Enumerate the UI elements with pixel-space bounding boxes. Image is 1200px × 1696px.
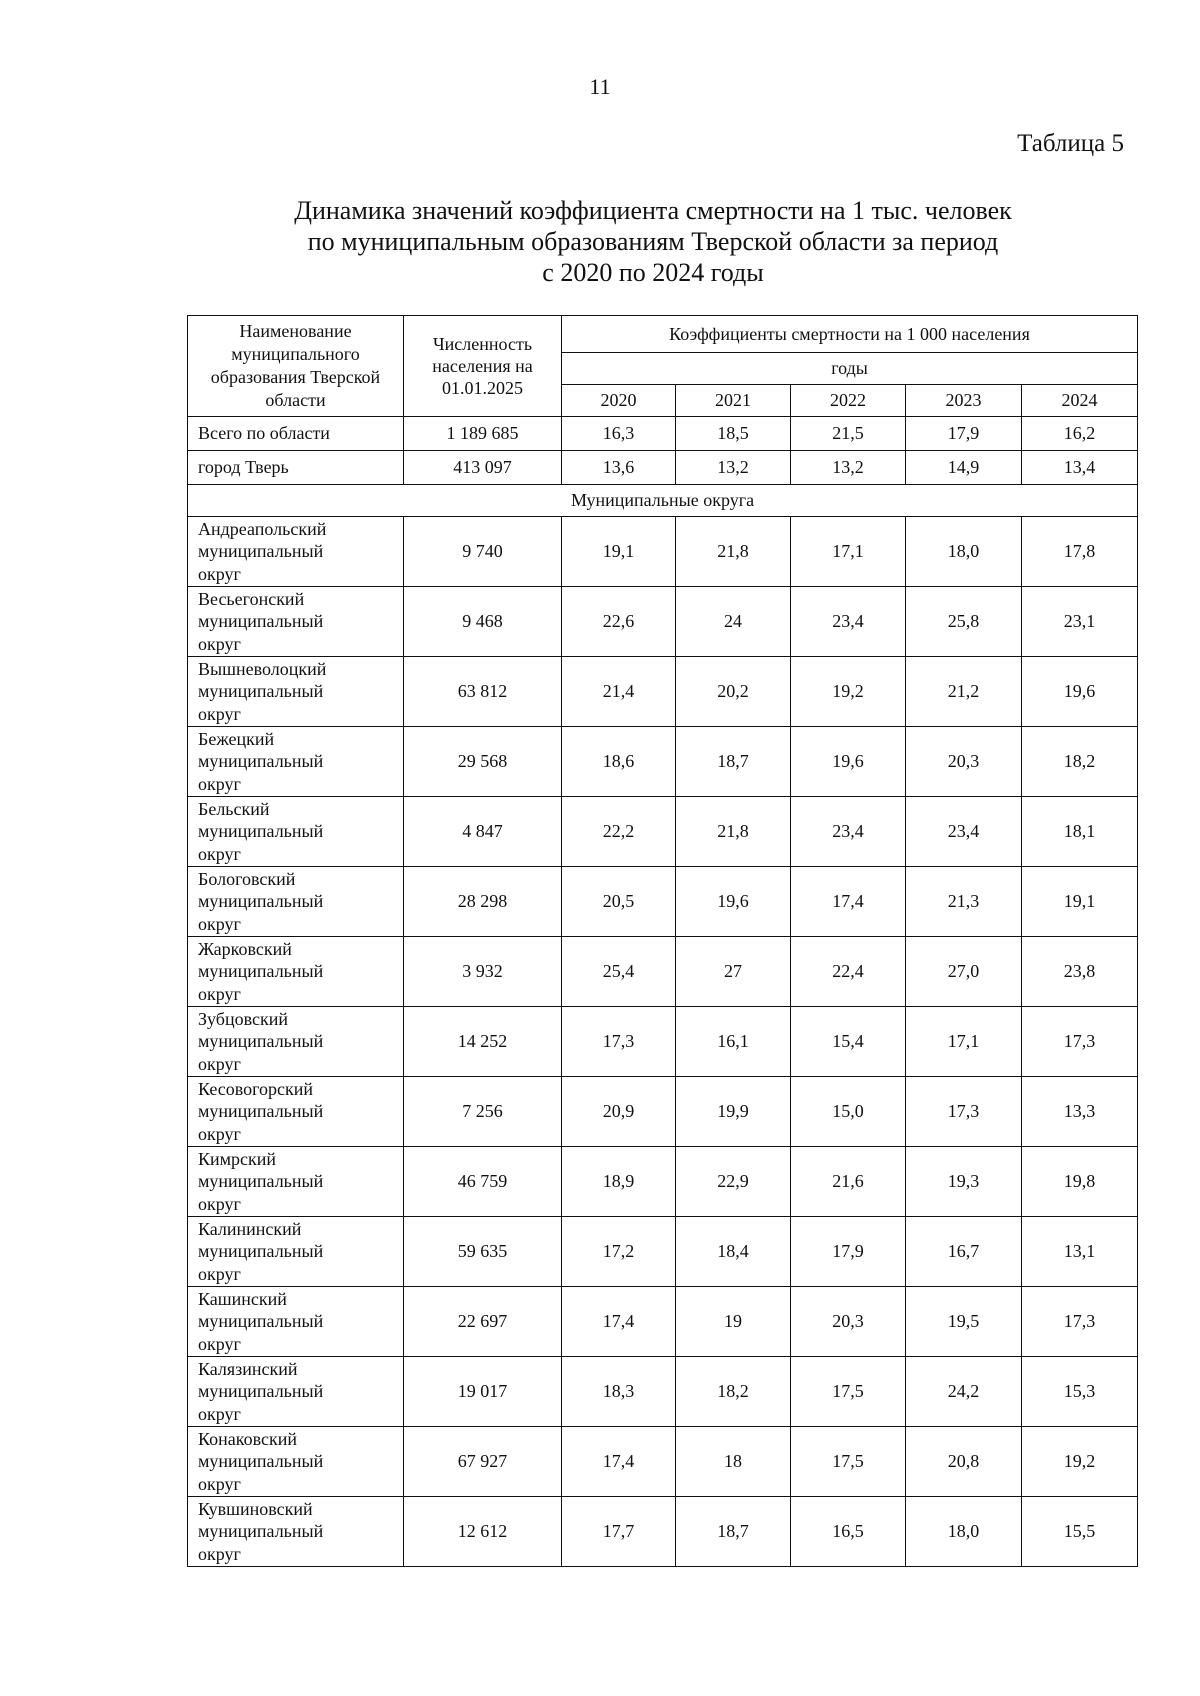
district-name-line: Кимрский [198, 1148, 277, 1169]
district-name-line: Бологовский [198, 868, 296, 889]
district-name-line: Жарковский [198, 938, 292, 959]
row-value: 21,6 [791, 1147, 906, 1217]
column-header-population: Численность населения на 01.01.2025 [404, 316, 562, 417]
district-type-line: муниципальный [198, 1101, 324, 1122]
table-row [188, 517, 1138, 587]
district-type-line: округ [198, 773, 241, 794]
row-value: 20,5 [562, 867, 676, 937]
district-type-line: муниципальный [198, 961, 324, 982]
row-value: 13,1 [1022, 1217, 1138, 1287]
row-value: 18,5 [676, 417, 791, 451]
row-value: 17,5 [791, 1427, 906, 1497]
row-value: 17,2 [562, 1217, 676, 1287]
row-value: 25,8 [906, 587, 1022, 657]
column-header-name: Наименование муниципального образования Тверской области [188, 316, 404, 417]
row-value: 21,8 [676, 797, 791, 867]
row-value: 17,3 [562, 1007, 676, 1077]
district-name-line: Бежецкий [198, 728, 275, 749]
table-row [188, 797, 1138, 867]
row-value: 22,2 [562, 797, 676, 867]
row-value: 19,2 [791, 657, 906, 727]
district-type-line: округ [198, 1123, 241, 1144]
row-value: 18,2 [1022, 727, 1138, 797]
district-name [188, 657, 404, 727]
table-row [188, 727, 1138, 797]
table-row [188, 1147, 1138, 1217]
district-type-line: округ [198, 843, 241, 864]
row-value: 19,5 [906, 1287, 1022, 1357]
district-name-line: Кашинский [198, 1288, 287, 1309]
row-value: 19,6 [1022, 657, 1138, 727]
district-name-line: Кувшиновский [198, 1498, 313, 1519]
row-population: 7 256 [404, 1077, 562, 1147]
table-row [188, 1077, 1138, 1147]
row-value: 17,4 [791, 867, 906, 937]
district-name-line: Весьегонский [198, 588, 305, 609]
title-line: по муниципальным образованиям Тверской области за период [307, 227, 999, 256]
row-value: 27,0 [906, 937, 1022, 1007]
row-value: 16,1 [676, 1007, 791, 1077]
table-label: Таблица 5 [1017, 130, 1124, 157]
district-type-line: муниципальный [198, 611, 324, 632]
row-value: 23,1 [1022, 587, 1138, 657]
row-value: 17,1 [791, 517, 906, 587]
row-population: 46 759 [404, 1147, 562, 1217]
row-value: 18,0 [906, 517, 1022, 587]
district-type-line: муниципальный [198, 751, 324, 772]
district-type-line: округ [198, 1263, 241, 1284]
column-header-years-label: годы [562, 353, 1138, 385]
row-value: 19,8 [1022, 1147, 1138, 1217]
row-value: 17,3 [1022, 1287, 1138, 1357]
row-population: 22 697 [404, 1287, 562, 1357]
table-row [188, 937, 1138, 1007]
page-number: 11 [589, 74, 611, 99]
row-value: 17,1 [906, 1007, 1022, 1077]
row-value: 15,4 [791, 1007, 906, 1077]
row-value: 15,3 [1022, 1357, 1138, 1427]
district-type-line: округ [198, 983, 241, 1004]
row-value: 22,6 [562, 587, 676, 657]
table-row [188, 1007, 1138, 1077]
column-header-year: 2022 [791, 385, 906, 417]
district-type-line: муниципальный [198, 821, 324, 842]
district-name-line: Зубцовский [198, 1008, 288, 1029]
row-value: 17,3 [1022, 1007, 1138, 1077]
district-type-line: муниципальный [198, 1381, 324, 1402]
district-type-line: муниципальный [198, 541, 324, 562]
row-population: 14 252 [404, 1007, 562, 1077]
district-type-line: округ [198, 1403, 241, 1424]
row-population: 3 932 [404, 937, 562, 1007]
district-name-line: Кесовогорский [198, 1078, 314, 1099]
row-value: 13,6 [562, 451, 676, 485]
row-value: 19,6 [676, 867, 791, 937]
row-value: 18 [676, 1427, 791, 1497]
table-row [188, 417, 1138, 451]
row-population: 29 568 [404, 727, 562, 797]
district-name [188, 517, 404, 587]
row-value: 15,5 [1022, 1497, 1138, 1567]
district-name [188, 797, 404, 867]
district-name [188, 727, 404, 797]
row-value: 19,1 [1022, 867, 1138, 937]
row-value: 24,2 [906, 1357, 1022, 1427]
table-row [188, 1427, 1138, 1497]
district-type-line: округ [198, 633, 241, 654]
row-value: 18,3 [562, 1357, 676, 1427]
row-population: 1 189 685 [404, 417, 562, 451]
row-value: 18,6 [562, 727, 676, 797]
row-value: 20,9 [562, 1077, 676, 1147]
district-name-line: Вышневолоцкий [198, 658, 327, 679]
row-value: 20,3 [791, 1287, 906, 1357]
district-name-line: Калязинский [198, 1358, 298, 1379]
row-value: 17,9 [906, 417, 1022, 451]
district-name [188, 1427, 404, 1497]
row-value: 13,3 [1022, 1077, 1138, 1147]
row-value: 20,2 [676, 657, 791, 727]
title-line: Динамика значений коэффициента смертности на 1 тыс. человек [294, 196, 1012, 225]
row-value: 18,4 [676, 1217, 791, 1287]
row-population: 4 847 [404, 797, 562, 867]
district-name [188, 1217, 404, 1287]
district-name [188, 1497, 404, 1567]
row-value: 23,4 [791, 587, 906, 657]
district-type-line: округ [198, 703, 241, 724]
row-value: 21,4 [562, 657, 676, 727]
district-name-line: Андреапольский [198, 518, 327, 539]
row-value: 20,3 [906, 727, 1022, 797]
row-value: 18,2 [676, 1357, 791, 1427]
row-value: 17,9 [791, 1217, 906, 1287]
column-header-year: 2024 [1022, 385, 1138, 417]
row-value: 16,3 [562, 417, 676, 451]
column-header-year: 2021 [676, 385, 791, 417]
row-value: 19,3 [906, 1147, 1022, 1217]
row-value: 17,8 [1022, 517, 1138, 587]
district-type-line: округ [198, 563, 241, 584]
district-name-line: Бельский [198, 798, 270, 819]
district-type-line: муниципальный [198, 1171, 324, 1192]
district-type-line: округ [198, 1543, 241, 1564]
district-type-line: округ [198, 1053, 241, 1074]
section-row [188, 485, 1138, 517]
row-value: 19,6 [791, 727, 906, 797]
district-type-line: округ [198, 1333, 241, 1354]
row-value: 17,3 [906, 1077, 1022, 1147]
district-name-line: Конаковский [198, 1428, 297, 1449]
table-row [188, 1497, 1138, 1567]
district-type-line: муниципальный [198, 1241, 324, 1262]
title-line: с 2020 по 2024 годы [542, 258, 764, 287]
table-row [188, 1217, 1138, 1287]
district-type-line: округ [198, 1193, 241, 1214]
district-type-line: муниципальный [198, 1521, 324, 1542]
row-value: 17,4 [562, 1427, 676, 1497]
row-value: 18,9 [562, 1147, 676, 1217]
district-name-line: Калининский [198, 1218, 302, 1239]
district-type-line: муниципальный [198, 891, 324, 912]
table-row [188, 1357, 1138, 1427]
row-value: 18,7 [676, 1497, 791, 1567]
district-name [188, 1287, 404, 1357]
mortality-table [187, 315, 1138, 1567]
district-name [188, 867, 404, 937]
row-value: 21,8 [676, 517, 791, 587]
row-value: 18,7 [676, 727, 791, 797]
row-value: 24 [676, 587, 791, 657]
row-population: 413 097 [404, 451, 562, 485]
row-value: 18,1 [1022, 797, 1138, 867]
district-type-line: муниципальный [198, 1311, 324, 1332]
row-value: 17,4 [562, 1287, 676, 1357]
row-value: 19,1 [562, 517, 676, 587]
column-header-year: 2023 [906, 385, 1022, 417]
row-value: 19,9 [676, 1077, 791, 1147]
row-population: 9 740 [404, 517, 562, 587]
column-header-year: 2020 [562, 385, 676, 417]
row-value: 16,5 [791, 1497, 906, 1567]
row-value: 15,0 [791, 1077, 906, 1147]
row-name: город Тверь [188, 451, 404, 485]
table-row [188, 657, 1138, 727]
row-value: 14,9 [906, 451, 1022, 485]
row-population: 59 635 [404, 1217, 562, 1287]
row-value: 13,2 [676, 451, 791, 485]
district-name [188, 587, 404, 657]
row-value: 21,3 [906, 867, 1022, 937]
row-value: 19 [676, 1287, 791, 1357]
district-name [188, 1147, 404, 1217]
row-value: 21,5 [791, 417, 906, 451]
column-header-coefficients: Коэффициенты смертности на 1 000 населения [562, 316, 1138, 353]
row-value: 27 [676, 937, 791, 1007]
district-type-line: округ [198, 1473, 241, 1494]
row-value: 16,7 [906, 1217, 1022, 1287]
row-value: 23,8 [1022, 937, 1138, 1007]
row-value: 13,4 [1022, 451, 1138, 485]
row-value: 17,5 [791, 1357, 906, 1427]
district-type-line: муниципальный [198, 1451, 324, 1472]
row-value: 25,4 [562, 937, 676, 1007]
row-population: 9 468 [404, 587, 562, 657]
table-row [188, 1287, 1138, 1357]
row-value: 21,2 [906, 657, 1022, 727]
district-type-line: муниципальный [198, 681, 324, 702]
table-row [188, 587, 1138, 657]
district-name [188, 1357, 404, 1427]
district-name [188, 937, 404, 1007]
district-type-line: округ [198, 913, 241, 934]
row-population: 19 017 [404, 1357, 562, 1427]
table-row [188, 451, 1138, 485]
row-value: 16,2 [1022, 417, 1138, 451]
row-value: 19,2 [1022, 1427, 1138, 1497]
document-title [0, 195, 1200, 288]
row-value: 17,7 [562, 1497, 676, 1567]
row-value: 22,4 [791, 937, 906, 1007]
row-population: 28 298 [404, 867, 562, 937]
row-value: 22,9 [676, 1147, 791, 1217]
row-population: 63 812 [404, 657, 562, 727]
section-label: Муниципальные округа [188, 485, 1138, 517]
row-value: 18,0 [906, 1497, 1022, 1567]
row-population: 67 927 [404, 1427, 562, 1497]
row-value: 23,4 [906, 797, 1022, 867]
row-value: 20,8 [906, 1427, 1022, 1497]
table-body [188, 417, 1138, 1567]
row-value: 23,4 [791, 797, 906, 867]
row-value: 13,2 [791, 451, 906, 485]
row-name: Всего по области [188, 417, 404, 451]
row-population: 12 612 [404, 1497, 562, 1567]
table-row [188, 867, 1138, 937]
district-type-line: муниципальный [198, 1031, 324, 1052]
district-name [188, 1077, 404, 1147]
district-name [188, 1007, 404, 1077]
